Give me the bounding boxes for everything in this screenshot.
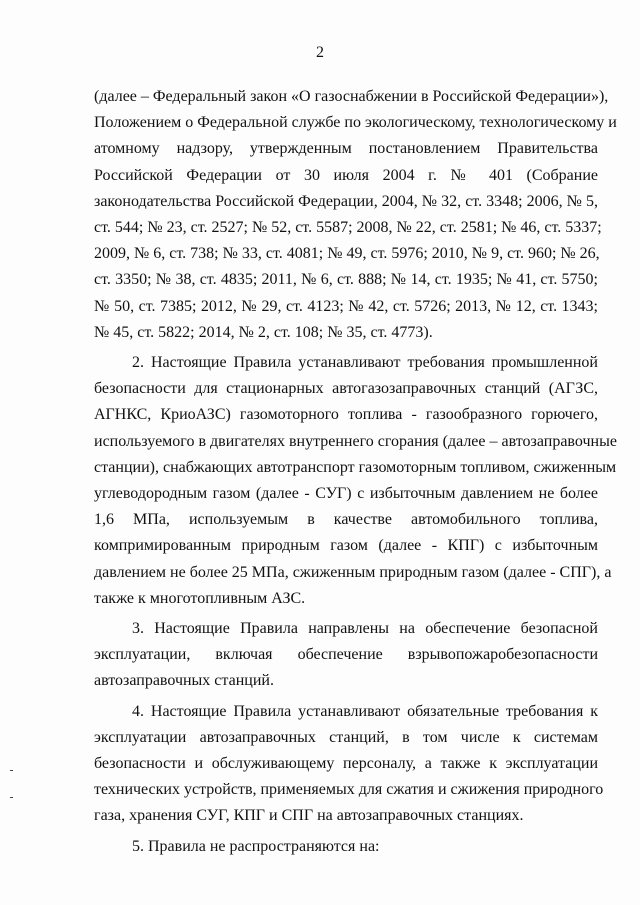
- text-line: законодательства Российской Федерации, 2004, № 32, ст. 3348; 2006, № 5,: [94, 192, 598, 210]
- text-line: газа, хранения СУГ, КПГ и СПГ на автозаправочных станциях.: [94, 807, 524, 825]
- text-line: 2. Настоящие Правила устанавливают требования промышленной: [132, 354, 598, 372]
- text-line: технических устройств, применяемых для сжатия и сжижения природного: [94, 781, 604, 799]
- paragraph-continuation: [94, 84, 617, 346]
- document-body: [94, 84, 617, 860]
- text-line: безопасности для стационарных автогазозаправочных станций (АГЗС,: [94, 380, 598, 398]
- text-line: эксплуатации автозаправочных станций, в том числе к системам: [94, 728, 598, 746]
- text-line: 5. Правила не распространяются на:: [132, 837, 380, 855]
- text-line: 2009, № 6, ст. 738; № 33, ст. 4081; № 49, ст. 5976; 2010, № 9, ст. 960; № 26,: [94, 245, 600, 263]
- scan-artifact: [10, 770, 13, 771]
- text-line: безопасности и обслуживающему персоналу, а также к эксплуатации: [94, 755, 598, 773]
- paragraph-2: [94, 350, 617, 612]
- text-line: автозаправочных станций.: [94, 672, 274, 690]
- text-line: 1,6 МПа, используемым в качестве автомобильного топлива,: [94, 511, 598, 529]
- text-line: давлением не более 25 МПа, сжиженным природным газом (далее - СПГ), а: [94, 563, 612, 581]
- text-line: АГНКС, КриоАЗС) газомоторного топлива - газообразного горючего,: [94, 406, 598, 424]
- text-line: ст. 3350; № 38, ст. 4835; 2011, № 6, ст. 888; № 14, ст. 1935; № 41, ст. 5750;: [94, 271, 598, 289]
- text-line: используемого в двигателях внутреннего сгорания (далее – автозаправочные: [94, 432, 617, 450]
- page-number: 2: [316, 44, 324, 61]
- paragraph-4: [94, 699, 604, 830]
- text-line: углеводородным газом (далее - СУГ) с избыточным давлением не более: [94, 485, 598, 503]
- paragraph-5: [94, 834, 598, 860]
- text-line: ст. 544; № 23, ст. 2527; № 52, ст. 5587; 2008, № 22, ст. 2581; № 46, ст. 5337;: [94, 219, 602, 237]
- paragraph-3: [94, 616, 598, 695]
- text-line: 3. Настоящие Правила направлены на обеспечение безопасной: [132, 620, 598, 638]
- text-line: Российской Федерации от 30 июля 2004 г. № 401 (Собрание: [94, 166, 598, 184]
- text-line: атомному надзору, утвержденным постановлением Правительства: [94, 140, 598, 158]
- text-line: (далее – Федеральный закон «О газоснабжении в Российской Федерации»),: [94, 88, 609, 105]
- text-line: 4. Настоящие Правила устанавливают обязательные требования к: [132, 702, 598, 720]
- text-line: Положением о Федеральной службе по экологическому, технологическому и: [94, 114, 617, 132]
- text-line: № 45, ст. 5822; 2014, № 2, ст. 108; № 35, ст. 4773).: [94, 323, 433, 341]
- text-line: станции), снабжающих автотранспорт газомоторным топливом, сжиженным: [94, 458, 617, 476]
- text-line: также к многотопливным АЗС.: [94, 589, 306, 607]
- scan-artifact: [10, 797, 13, 798]
- text-line: № 50, ст. 7385; 2012, № 29, ст. 4123; № 42, ст. 5726; 2013, № 12, ст. 1343;: [94, 297, 598, 315]
- text-line: компримированным природным газом (далее - КПГ) с избыточным: [94, 537, 598, 555]
- text-line: эксплуатации, включая обеспечение взрывопожаробезопасности: [94, 646, 598, 664]
